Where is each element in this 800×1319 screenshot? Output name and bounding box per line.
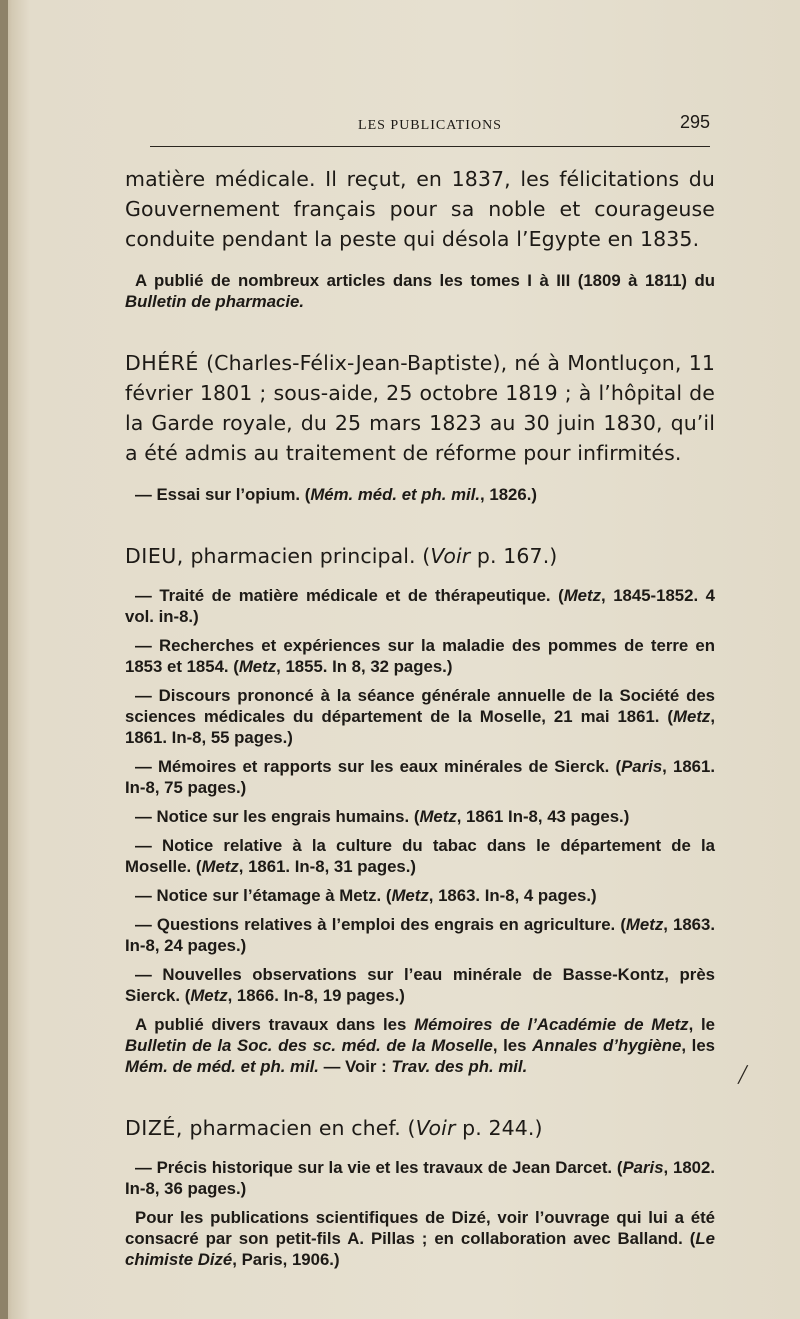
publication-item (125, 685, 715, 748)
publication-item (125, 585, 715, 627)
pub-end: , 1861. In-8, 55 pages.) (125, 707, 715, 747)
note-text: Pour les publications scientifiques de Dizé, voir l’ouvrage qui lui a été consacré par son petit-fils A. Pillas ; en collaboration avec Balland. ( (125, 1208, 715, 1248)
pub-italic: Metz (238, 657, 277, 676)
running-head: LES PUBLICATIONS (358, 118, 502, 133)
page-ref: p. 244.) (462, 1116, 543, 1140)
publication-item (125, 756, 715, 798)
paragraph-continuation (125, 164, 715, 254)
page-ref: p. 167.) (476, 544, 558, 568)
pub-end: , 1861. In-8, 31 pages.) (238, 857, 416, 876)
note-italic: Le chimiste Dizé (125, 1229, 715, 1269)
publication-item (125, 1157, 715, 1199)
publication-item (125, 835, 715, 877)
pub-end: , 1863. In-8, 4 pages.) (428, 886, 597, 905)
pub-italic: Metz (673, 707, 711, 726)
pub-text: — Notice relative à la culture du tabac dans le département de la Moselle. ( (125, 836, 715, 876)
pub-end: , 1845-1852. 4 vol. in-8.) (125, 586, 715, 626)
pub-end: , 1863. In-8, 24 pages.) (125, 915, 715, 955)
publication-item (125, 914, 715, 956)
note-italic: Bulletin de la Soc. des sc. méd. de la Moselle (125, 1036, 493, 1055)
note-italic: Mém. de méd. et ph. mil. (125, 1057, 319, 1076)
pub-text: — Questions relatives à l’emploi des engrais en agriculture. ( (135, 915, 626, 934)
publication-note (125, 1014, 715, 1077)
entry-title: pharmacien principal. (190, 544, 416, 568)
note-italic: Mémoires de l’Académie de Metz (414, 1015, 689, 1034)
pub-end: , 1861 In-8, 43 pages.) (456, 807, 630, 826)
page-spine-shadow (0, 0, 8, 1319)
voir-label: Voir (430, 544, 471, 568)
paragraph-text: matière médicale. Il reçut, en 1837, les félicitations du Gouvernement français pour sa noble et courageuse conduite pendant la peste qui désola l’Egypte en 1835. (125, 167, 715, 251)
entry-title: pharmacien en chef. (189, 1116, 401, 1140)
pub-end: , 1866. In-8, 19 pages.) (227, 986, 405, 1005)
pub-text: — Notice sur l’étamage à Metz. ( (135, 886, 392, 905)
note-text: , les (492, 1036, 527, 1055)
publication-note (125, 270, 715, 312)
pub-italic: Metz (625, 915, 664, 934)
pub-text: — Précis historique sur la vie et les travaux de Jean Darcet. ( (135, 1158, 623, 1177)
publication-item (125, 635, 715, 677)
pub-italic: Metz (391, 886, 429, 905)
pub-italic: Metz (419, 807, 457, 826)
pub-text: — Mémoires et rapports sur les eaux minérales de Sierck. ( (135, 757, 622, 776)
pub-end: , 1861. In-8, 75 pages.) (125, 757, 715, 797)
pub-end: , 1826.) (480, 485, 537, 504)
entry-dize: DIZÉ, pharmacien en chef. (Voir p. 244.) (125, 1116, 543, 1140)
note-italic: Annales d’hygiène (532, 1036, 682, 1055)
pub-end: , 1802. In-8, 36 pages.) (125, 1158, 715, 1198)
note-text: , le (688, 1015, 715, 1034)
pub-text: — Nouvelles observations sur l’eau minérale de Basse-Kontz, près Sierck. ( (125, 965, 715, 1005)
entry-name: DHÉRÉ (125, 351, 199, 375)
publication-note (125, 1207, 715, 1270)
pub-end: , 1855. In 8, 32 pages.) (276, 657, 453, 676)
page-body (125, 164, 715, 1270)
pub-italic: Paris (621, 757, 663, 776)
entry-text: (Charles-Félix-Jean-Baptiste), né à Montluçon, 11 février 1801 ; sous-aide, 25 octobre 1819 ; à l’hôpital de la Garde royale, du 25 mars 1823 au 30 juin 1830, qu’il a été admis au traitement de réforme pour infirmités. (125, 351, 715, 465)
publication-item (125, 964, 715, 1006)
pub-text: — Traité de matière médicale et de thérapeutique. ( (135, 586, 564, 605)
entry-dieu: DIEU, pharmacien principal. (Voir p. 167.) (125, 544, 558, 568)
pub-text: — Discours prononcé à la séance générale annuelle de la Société des sciences médicales du département de la Moselle, 21 mai 1861. ( (125, 686, 715, 726)
pub-italic: Metz (190, 986, 228, 1005)
pub-italic: Metz (201, 857, 239, 876)
entry-name: DIEU, (125, 544, 184, 568)
voir-label: Voir (415, 1116, 456, 1140)
note-italic: Trav. des ph. mil. (391, 1057, 528, 1076)
pencil-mark: ╱ (738, 1065, 748, 1084)
entry-dhere (125, 348, 715, 468)
note-text: , Paris, 1906.) (232, 1250, 340, 1269)
publication-item (125, 484, 715, 505)
publication-item (125, 806, 715, 827)
header-rule (150, 146, 710, 147)
publication-list (125, 585, 715, 1006)
note-text: , les (681, 1036, 715, 1055)
pub-italic: Paris (622, 1158, 664, 1177)
note-text: — Voir : (323, 1057, 387, 1076)
pub-text: — Notice sur les engrais humains. ( (135, 807, 420, 826)
page-number: 295 (679, 112, 710, 132)
publication-item (125, 885, 715, 906)
page-header (150, 112, 710, 142)
pub-italic: Metz (563, 586, 601, 605)
note-text: A publié divers travaux dans les (135, 1015, 407, 1034)
note-text: A publié de nombreux articles dans les tomes I à III (1809 à 1811) du (135, 271, 715, 290)
entry-name: DIZÉ, (125, 1116, 183, 1140)
pub-italic: Mém. méd. et ph. mil. (310, 485, 481, 504)
pub-text: — Essai sur l’opium. ( (135, 485, 311, 504)
note-italic: Bulletin de pharmacie. (125, 292, 305, 311)
pub-text: — Recherches et expériences sur la maladie des pommes de terre en 1853 et 1854. ( (125, 636, 715, 676)
